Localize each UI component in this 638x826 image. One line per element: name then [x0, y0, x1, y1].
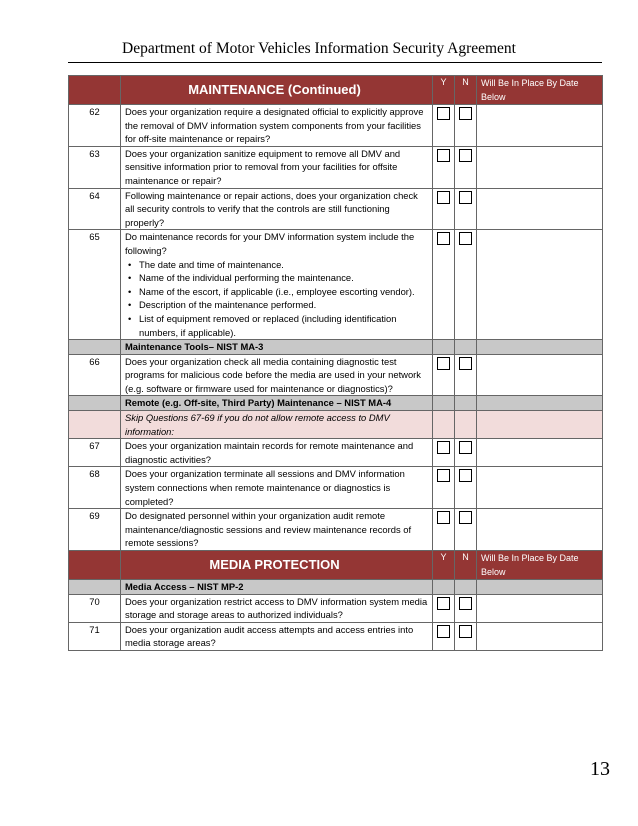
question-row-69 [69, 509, 603, 551]
question-number: 67 [69, 439, 121, 467]
date-cell[interactable] [477, 230, 603, 340]
question-row-68 [69, 467, 603, 509]
yes-checkbox[interactable] [437, 107, 450, 120]
date-cell[interactable] [477, 105, 603, 147]
question-text: Does your organization require a designated official to explicitly approve the removal of DMV information system components from your facilities for off-site maintenance or repairs? [121, 105, 433, 147]
section-label: Media Access – NIST MP-2 [121, 580, 433, 595]
question-text: Following maintenance or repair actions, does your organization check all security controls to verify that the controls are still functioning properly? [121, 188, 433, 230]
question-number: 66 [69, 354, 121, 396]
question-number: 71 [69, 622, 121, 650]
date-cell[interactable] [477, 188, 603, 230]
question-text: Does your organization restrict access to DMV information system media storage and storage areas to authorized individuals? [121, 594, 433, 622]
question-text [121, 230, 433, 340]
no-checkbox[interactable] [459, 441, 472, 454]
date-cell[interactable] [477, 146, 603, 188]
question-text: Do designated personnel within your organization audit remote maintenance/diagnostic sessions and review maintenance records of remote sessions? [121, 509, 433, 551]
question-number: 65 [69, 230, 121, 340]
skip-instruction-row [69, 411, 603, 439]
question-text: Does your organization audit access attempts and access entries into media storage areas? [121, 622, 433, 650]
yes-checkbox[interactable] [437, 191, 450, 204]
date-cell[interactable] [477, 467, 603, 509]
no-column-header: N [455, 76, 477, 105]
date-cell[interactable] [477, 594, 603, 622]
no-checkbox[interactable] [459, 149, 472, 162]
maintenance-header-row [69, 76, 603, 105]
title-rule [68, 62, 602, 63]
bullet-item: • Name of the escort, if applicable (i.e., employee escorting vendor). [139, 285, 428, 299]
question-row-67 [69, 439, 603, 467]
no-checkbox[interactable] [459, 597, 472, 610]
header-blank-cell [69, 76, 121, 105]
date-cell[interactable] [477, 622, 603, 650]
question-text: Does your organization check all media containing diagnostic test programs for malicious code before the media are used in your network (e.g. software or firmware used for maintenance or diagnostics)? [121, 354, 433, 396]
question-number: 62 [69, 105, 121, 147]
question-row-70 [69, 594, 603, 622]
date-cell[interactable] [477, 509, 603, 551]
section-label: Maintenance Tools– NIST MA-3 [121, 340, 433, 355]
no-column-header: N [455, 551, 477, 580]
no-checkbox[interactable] [459, 625, 472, 638]
yes-checkbox[interactable] [437, 511, 450, 524]
bullet-item: • Description of the maintenance performed. [139, 298, 428, 312]
question-intro: Do maintenance records for your DMV information system include the following? [125, 231, 415, 256]
question-text: Does your organization sanitize equipment to remove all DMV and sensitive information prior to removal from your facilities for offsite maintenance or repair? [121, 146, 433, 188]
yes-checkbox[interactable] [437, 625, 450, 638]
media-protection-section-title: MEDIA PROTECTION [121, 551, 433, 580]
question-row-63 [69, 146, 603, 188]
media-access-section-row [69, 580, 603, 595]
question-number: 63 [69, 146, 121, 188]
yes-checkbox[interactable] [437, 357, 450, 370]
question-text: Does your organization terminate all sessions and DMV information system connections when remote maintenance or diagnostics is completed? [121, 467, 433, 509]
bullet-item: • The date and time of maintenance. [139, 258, 428, 272]
page-number: 13 [590, 758, 610, 780]
bullet-item: • List of equipment removed or replaced (including identification numbers, if applicable). [139, 312, 428, 339]
question-number: 70 [69, 594, 121, 622]
no-checkbox[interactable] [459, 469, 472, 482]
will-be-in-place-header: Will Be In Place By Date Below [477, 551, 603, 580]
no-checkbox[interactable] [459, 357, 472, 370]
date-cell[interactable] [477, 439, 603, 467]
date-cell[interactable] [477, 354, 603, 396]
question-row-66 [69, 354, 603, 396]
no-checkbox[interactable] [459, 107, 472, 120]
yes-checkbox[interactable] [437, 149, 450, 162]
media-protection-header-row [69, 551, 603, 580]
yes-checkbox[interactable] [437, 597, 450, 610]
question-row-65 [69, 230, 603, 340]
maintenance-section-title: MAINTENANCE (Continued) [121, 76, 433, 105]
question-number: 68 [69, 467, 121, 509]
question-row-64 [69, 188, 603, 230]
question-row-62 [69, 105, 603, 147]
maintenance-tools-section-row [69, 340, 603, 355]
header-blank-cell [69, 551, 121, 580]
bullet-list [125, 258, 428, 340]
question-number: 64 [69, 188, 121, 230]
yes-column-header: Y [433, 76, 455, 105]
no-checkbox[interactable] [459, 232, 472, 245]
yes-checkbox[interactable] [437, 469, 450, 482]
no-checkbox[interactable] [459, 511, 472, 524]
section-label: Remote (e.g. Off-site, Third Party) Maintenance – NIST MA-4 [121, 396, 433, 411]
question-text: Does your organization maintain records for remote maintenance and diagnostic activities? [121, 439, 433, 467]
will-be-in-place-header: Will Be In Place By Date Below [477, 76, 603, 105]
yes-checkbox[interactable] [437, 232, 450, 245]
question-row-71 [69, 622, 603, 650]
question-number: 69 [69, 509, 121, 551]
bullet-item: • Name of the individual performing the maintenance. [139, 271, 428, 285]
skip-instruction: Skip Questions 67-69 if you do not allow remote access to DMV information: [121, 411, 433, 439]
security-agreement-table [68, 75, 603, 651]
no-checkbox[interactable] [459, 191, 472, 204]
yes-column-header: Y [433, 551, 455, 580]
document-title: Department of Motor Vehicles Information Security Agreement [122, 40, 516, 57]
yes-checkbox[interactable] [437, 441, 450, 454]
remote-maintenance-section-row [69, 396, 603, 411]
